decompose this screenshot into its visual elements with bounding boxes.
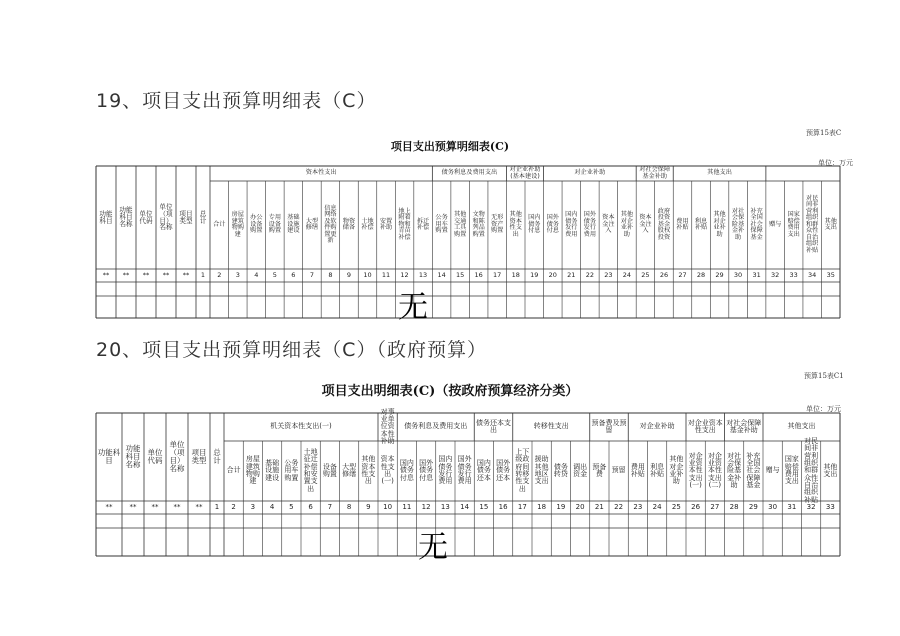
column-code: 15: [455, 271, 465, 280]
column-code: 28: [696, 271, 706, 280]
column-code: 2: [231, 502, 236, 511]
left-column-header: 项目类型: [191, 448, 207, 465]
column-code: 25: [671, 502, 681, 511]
left-column-header: 功能科目: [99, 209, 113, 225]
column-header: 预备费: [592, 462, 607, 478]
column-code: 23: [604, 271, 613, 280]
column-header: 无形资产购置: [491, 214, 504, 235]
column-code: 15: [479, 502, 489, 511]
group-header: 对企业补助: [574, 169, 606, 177]
left-column-header: 功能科目名称: [125, 444, 141, 469]
left-column-header: 功能科目名称: [119, 206, 133, 228]
column-code: 24: [622, 271, 632, 280]
group-header: 债务还本支出: [476, 418, 511, 434]
column-code: 24: [652, 502, 662, 511]
column-header: 合计: [226, 466, 241, 475]
column-header: 国内债务付息: [528, 214, 541, 235]
column-header: 国内债务还本: [476, 458, 491, 482]
group-header: 其他支出: [707, 169, 732, 177]
column-header: 专用设备购置: [268, 214, 282, 235]
column-header: 设备购置: [322, 462, 337, 478]
form-code: 预算15表C1: [804, 372, 844, 380]
column-code: **: [173, 502, 181, 511]
column-code: 23: [633, 502, 643, 511]
form-code: 预算15表C: [806, 129, 842, 137]
column-code: 30: [768, 502, 778, 511]
left-column-header: 功能科目: [97, 448, 121, 465]
column-code: 35: [826, 271, 835, 280]
column-header: 对社会保险基金补助: [731, 207, 745, 241]
column-code: 5: [272, 271, 277, 280]
group-header: 资本性支出: [305, 169, 337, 177]
column-header: 国内债务发行费用: [438, 455, 453, 486]
column-code: 3: [250, 502, 256, 511]
column-header: 地上附着物和青苗补偿: [398, 207, 411, 241]
section-heading: 19、项目支出预算明细表（C）: [96, 90, 377, 112]
group-header: 对企业资本性支出: [687, 418, 723, 434]
column-header: 赠与: [768, 220, 782, 228]
column-header: 其他支出: [823, 462, 838, 478]
column-header: 房屋建筑物购建: [245, 455, 260, 486]
column-header: 补充全国社会保障基金: [746, 451, 761, 490]
column-code: 13: [440, 502, 450, 511]
column-code: 28: [729, 502, 739, 511]
column-code: **: [129, 502, 137, 511]
column-code: 21: [567, 271, 576, 280]
unit-label: 单位：万元: [818, 159, 853, 167]
column-code: 16: [498, 502, 508, 511]
column-header: 赠与: [765, 466, 780, 475]
column-header: 公务用车购置: [284, 458, 299, 482]
column-header: 上下级政府间转移性支出: [515, 447, 530, 493]
column-code: **: [195, 502, 203, 511]
left-column-header: 单位（项目）名称: [169, 440, 185, 473]
column-header: 其他交通工具购置: [453, 211, 467, 238]
column-header: 调出资金: [573, 462, 588, 478]
column-header: 基础设施建设: [287, 214, 300, 235]
column-header: 预留: [611, 466, 626, 475]
column-header: 政府投资基金股权投资: [657, 207, 671, 241]
column-code: 4: [269, 502, 275, 511]
column-code: 14: [460, 502, 470, 511]
empty-marker: 无: [418, 530, 448, 565]
column-header: 其他对企业补助: [620, 211, 634, 238]
column-code: 1: [200, 271, 206, 280]
left-column-header: 总计: [213, 448, 221, 465]
column-code: 29: [748, 502, 758, 511]
column-code: 16: [474, 271, 483, 280]
left-column-header: 项目类型: [179, 209, 193, 225]
column-header: 信息网络及软件购置更新: [324, 204, 337, 244]
column-code: **: [122, 271, 130, 280]
column-code: 34: [808, 271, 817, 280]
group-header: 债务利息及费用支出: [404, 422, 468, 431]
group-header: 其他支出: [787, 422, 816, 431]
column-code: 30: [733, 271, 743, 280]
column-code: 1: [214, 502, 220, 511]
left-column-header: 单位（项目）名称: [159, 202, 173, 232]
column-code: 12: [400, 271, 409, 280]
column-code: 8: [328, 271, 333, 280]
column-code: **: [151, 502, 159, 511]
column-header: 其他资本性支出: [361, 455, 376, 486]
group-header: 对社会保障基金补助: [639, 166, 671, 180]
column-code: 27: [710, 502, 720, 511]
column-header: 办公设备购置: [250, 214, 263, 235]
column-header: 其他对企业补助: [669, 455, 684, 486]
column-header: 补充全国社会保障基金: [750, 207, 763, 241]
column-code: **: [102, 271, 110, 280]
column-header: 国外债务付息: [546, 214, 559, 235]
column-code: 13: [418, 271, 428, 280]
column-code: 20: [575, 502, 585, 511]
column-header: 国家赔偿费用支出: [784, 455, 799, 486]
column-header: 拆迁补偿: [416, 217, 430, 231]
column-code: 31: [752, 271, 761, 280]
column-code: 14: [437, 271, 446, 280]
column-code: 26: [659, 271, 669, 280]
column-code: 4: [254, 271, 259, 280]
column-code: 29: [715, 271, 724, 280]
column-header: 资本金注入: [602, 214, 615, 235]
column-header: 基础设施建设: [265, 458, 280, 482]
column-header: 大型修缮: [305, 217, 319, 231]
budget-table-c: [96, 166, 840, 318]
table-title: 项目支出明细表(C)（按政府预算经济分类）: [321, 384, 579, 399]
column-header: 房屋建筑物购建: [231, 211, 244, 238]
column-header: 费用补贴: [676, 217, 689, 231]
column-code: 20: [548, 271, 557, 280]
left-column-header: 单位代码: [139, 209, 153, 225]
column-code: **: [162, 271, 170, 280]
column-header: 资本性支出(一): [380, 455, 395, 486]
column-code: 12: [421, 502, 431, 511]
column-code: 7: [327, 502, 333, 511]
column-code: 31: [787, 502, 797, 511]
column-header: 利息补贴: [694, 217, 708, 231]
column-header: 债务转贷: [553, 462, 568, 478]
column-header: 文物和陈列品购置: [472, 211, 485, 238]
column-code: 3: [235, 271, 240, 280]
column-header: 合计: [213, 220, 226, 228]
column-header: 对企业资本性支出(二): [707, 451, 722, 490]
column-code: 10: [363, 271, 372, 280]
group-header: 预备费及预留: [591, 418, 627, 434]
column-header: 国内债务发行费用: [565, 211, 578, 238]
column-code: 9: [366, 502, 371, 511]
column-code: 9: [346, 271, 352, 280]
column-header: 物资储备: [342, 217, 356, 231]
column-header: 国外债务还本: [496, 458, 511, 482]
column-code: 25: [641, 271, 650, 280]
column-code: 6: [308, 502, 313, 511]
column-header: 对民间非营利组织和群众性自治组织补贴: [806, 194, 819, 254]
column-header: 其他资本性支出: [509, 211, 522, 238]
column-header: 公务用车购置: [435, 214, 448, 235]
column-header: 对社会保险基金补助: [727, 451, 742, 490]
section-heading: 20、项目支出预算明细表（C）（政府预算）: [96, 339, 487, 361]
column-code: 32: [770, 271, 780, 280]
column-header: 国外债务付息: [419, 458, 434, 482]
column-code: 8: [346, 502, 352, 511]
column-code: **: [105, 502, 113, 511]
group-header: 债务利息及费用支出: [441, 169, 498, 177]
column-code: 22: [585, 271, 594, 280]
column-code: 33: [825, 502, 835, 511]
column-code: 22: [614, 502, 624, 511]
column-code: 10: [383, 502, 393, 511]
column-code: 17: [493, 271, 502, 280]
column-code: 18: [511, 271, 520, 280]
group-header: 机关资本性支出(一): [270, 422, 332, 431]
column-header: 土地补偿: [361, 217, 374, 231]
column-code: 11: [381, 271, 391, 280]
table-title: 项目支出预算明细表(C): [390, 140, 510, 153]
column-header: 国外债务发行费用: [583, 211, 597, 238]
column-code: **: [142, 271, 150, 280]
column-code: 6: [291, 271, 296, 280]
left-column-header: 单位代码: [147, 448, 163, 465]
column-header: 费用补贴: [630, 462, 645, 478]
column-header: 土地征迁补偿和安置支出: [303, 447, 318, 493]
column-code: 32: [806, 502, 816, 511]
column-code: 33: [789, 271, 798, 280]
unit-label: 单位：万元: [806, 405, 841, 413]
column-header: 对企业资本性支出(一): [688, 451, 703, 490]
empty-marker: 无: [398, 290, 428, 325]
column-header: 国家赔偿费用支出: [787, 211, 800, 238]
column-code: 18: [537, 502, 547, 511]
column-code: 7: [309, 271, 314, 280]
column-header: 援助其他地区支出: [534, 455, 549, 486]
column-code: 19: [556, 502, 566, 511]
column-header: 对民间非营利组织和群众性自治组织补贴: [804, 436, 819, 504]
column-code: 2: [217, 271, 222, 280]
column-header: 国外债务发行费用: [457, 455, 472, 486]
column-header: 资本金注入: [639, 214, 652, 235]
column-code: 27: [678, 271, 687, 280]
column-header: 利息补贴: [650, 462, 665, 478]
left-column-header: 总计: [199, 209, 207, 225]
group-header: 转移性支出: [533, 422, 569, 431]
column-code: 5: [289, 502, 294, 511]
column-code: 11: [402, 502, 412, 511]
column-header: 国内债务付息: [399, 458, 414, 482]
column-header: 其他支出: [824, 217, 837, 231]
column-header: 大型修缮: [342, 462, 357, 478]
group-header: 对企业补助(基本建设): [509, 166, 541, 180]
column-code: 21: [594, 502, 604, 511]
column-header: 其他对企业补助: [713, 211, 726, 238]
column-header: 安置补助: [379, 217, 393, 231]
group-header: 对事业单位资本性补助: [380, 407, 395, 446]
column-code: 19: [530, 271, 539, 280]
column-code: 26: [691, 502, 701, 511]
column-code: 17: [517, 502, 527, 511]
group-header: 对社会保障基金补助: [726, 418, 762, 434]
column-code: **: [182, 271, 190, 280]
group-header: 对企业补助: [639, 422, 675, 431]
